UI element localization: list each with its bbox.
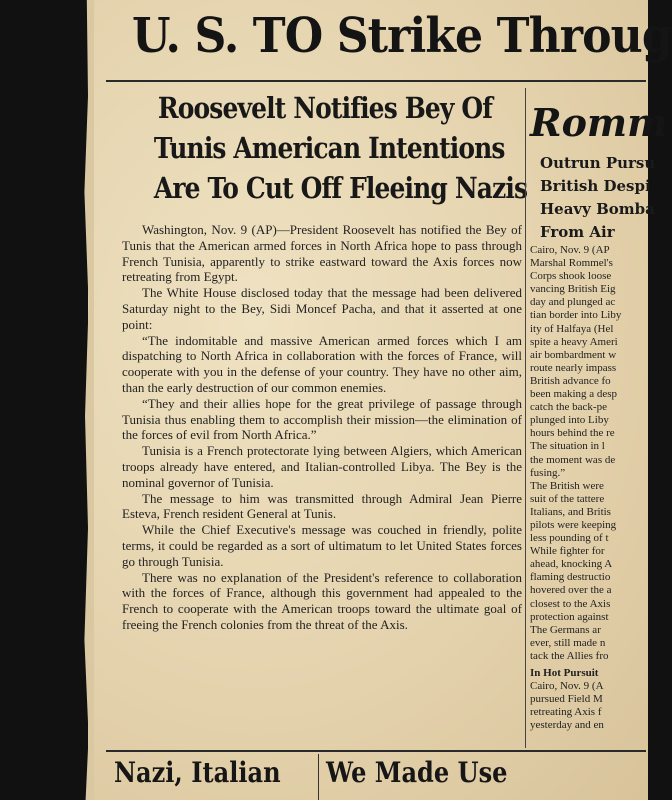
sidebar-subhead-hot-pursuit: In Hot Pursuit: [530, 667, 599, 679]
sidebar-line: air bombardment w: [530, 348, 617, 361]
article-paragraph: Tunisia is a French protectorate lying between Algiers, which American troops already have entered, and Italian-controlled Libya. The Bey is the nominal governor of Tunisia.: [122, 443, 522, 490]
sidebar-line: While fighter for: [530, 545, 605, 558]
sidebar-line: closest to the Axis: [530, 597, 611, 610]
sidebar-line: plunged into Liby: [530, 414, 609, 427]
sidebar-line: less pounding of t: [530, 532, 609, 545]
bottom-column-rule: [318, 754, 319, 800]
sidebar-line: ity of Halfaya (Hel: [530, 322, 614, 335]
sidebar-line: day and plunged ac: [530, 296, 616, 309]
sidebar-line: protection against: [530, 610, 609, 623]
sidebar-line: yesterday and en: [530, 719, 604, 732]
headline-line-2: Tunis American Intentions: [153, 131, 505, 165]
banner-headline: U. S. TO Strike Throug: [132, 8, 672, 64]
sidebar-line: ahead, knocking A: [530, 558, 613, 571]
article-paragraph: “The indomitable and massive American armed forces which I am dispatching to North Africa in collaboration with the forces of France, will cooperate with you in the defense of your country. They have no other aim, than the early destruction of our common enemies.: [122, 332, 522, 395]
sidebar-line: The British were: [530, 479, 604, 492]
article-body: [122, 222, 522, 633]
sidebar-subhead: From Air: [540, 223, 615, 241]
sidebar-line: been making a desp: [530, 388, 618, 401]
article-paragraph: There was no explanation of the President's reference to collaboration with the forces of France, although this government had appealed to the French to cooperate with the American troops toward the ultimate goal of freeing the French colonies from the threat of the Axis.: [122, 569, 522, 632]
sidebar-line: spite a heavy Ameri: [530, 335, 618, 348]
headline-line-3: Are To Cut Off Fleeing Nazis: [153, 171, 528, 205]
article-paragraph: The message to him was transmitted through Admiral Jean Pierre Esteva, French resident General at Tunis.: [122, 490, 522, 522]
sidebar-line: Corps shook loose: [530, 270, 612, 283]
sidebar-headline: Romm: [530, 100, 668, 145]
sidebar-line: pilots were keeping: [530, 518, 617, 531]
sidebar-line: ever, still made n: [530, 636, 606, 649]
sidebar-line: tian border into Liby: [530, 309, 622, 322]
bottom-left-headline: Nazi, Italian: [114, 756, 281, 789]
sidebar-line: catch the back-pe: [530, 401, 607, 414]
sidebar-subhead: Heavy Bomba: [540, 200, 655, 218]
article-paragraph: The White House disclosed today that the message had been delivered Saturday night to the Bey, Sidi Moncef Pacha, and that it asserted at one point:: [122, 285, 522, 332]
sidebar-subhead: Outrun Pursu: [540, 154, 656, 172]
sidebar-line: flaming destructio: [530, 571, 611, 584]
sidebar-line: the moment was de: [530, 453, 616, 466]
sidebar-line: Cairo, Nov. 9 (AP: [530, 244, 610, 256]
sidebar-line: tack the Allies fro: [530, 649, 609, 662]
sidebar-line: Italians, and Britis: [530, 505, 611, 518]
sidebar-line: hours behind the re: [530, 427, 615, 440]
bottom-right-headline: We Made Use: [326, 756, 508, 789]
sidebar-line: pursued Field M: [530, 693, 603, 706]
column-rule: [525, 88, 526, 748]
sidebar-line: route nearly impass: [530, 361, 617, 374]
torn-paper-edge: [82, 0, 94, 800]
sidebar-line: The Germans ar: [530, 623, 601, 636]
sidebar-line: The situation in l: [530, 440, 605, 453]
sidebar-line: vancing British Eig: [530, 283, 616, 296]
article-paragraph: Washington, Nov. 9 (AP)—President Roosevelt has notified the Bey of Tunis that the American armed forces in North Africa hope to pass through French Tunisia, apparently to strike eastward toward the Axis forces now retreating from Egypt.: [122, 222, 522, 285]
sidebar-subheads: [540, 152, 655, 244]
banner-rule: [106, 80, 646, 82]
article-paragraph: “They and their allies hope for the great privilege of passage through Tunisia thus enabling them to accomplish their mission—the elimination of the forces of evil from North Africa.”: [122, 395, 522, 443]
sidebar-line: retreating Axis f: [530, 706, 602, 719]
sidebar-line: British advance fo: [530, 374, 611, 387]
sidebar-line: fusing.”: [530, 466, 566, 479]
sidebar-body: [530, 244, 650, 732]
sidebar-subhead: British Despi: [540, 177, 651, 195]
sidebar-line: hovered over the a: [530, 584, 612, 597]
sidebar-line: Cairo, Nov. 9 (A: [530, 680, 604, 693]
sidebar-line: Marshal Rommel's: [530, 257, 613, 270]
headline-line-1: Roosevelt Notifies Bey Of: [157, 91, 493, 125]
bottom-rule: [106, 750, 646, 752]
article-headline: [126, 88, 528, 208]
sidebar-line: suit of the tattere: [530, 492, 605, 505]
article-paragraph: While the Chief Executive's message was couched in friendly, polite terms, it could be regarded as a sort of ultimatum to let United States forces go through Tunisia.: [122, 522, 522, 569]
